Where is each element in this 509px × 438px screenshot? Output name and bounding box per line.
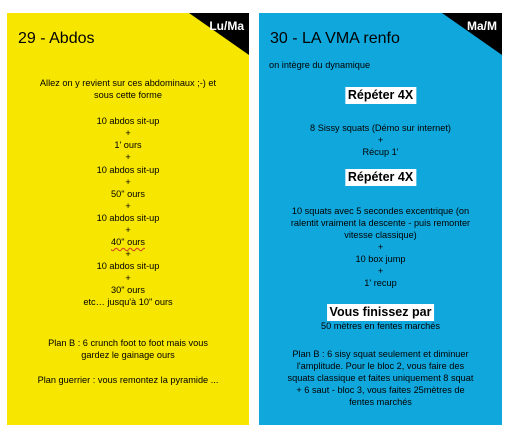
exercise-line: 40" ours	[111, 237, 145, 247]
intro-line: on intègre du dynamique	[269, 60, 371, 70]
planb-line: l'amplitude. Pour le bloc 2, vous faire des	[296, 361, 465, 371]
card-title: 29 - Abdos	[18, 30, 95, 47]
exercise-line: 10 abdos sit-up	[96, 213, 160, 223]
plus-line: +	[125, 201, 131, 211]
planb-line-2: gardez le gainage ours	[81, 350, 175, 360]
vma-card	[259, 13, 502, 425]
block1-line: 8 Sissy squats (Démo sur internet)	[310, 123, 451, 133]
guerrier-line: Plan guerrier : vous remontez la pyramide ...	[37, 375, 219, 385]
planb-line: Plan B : 6 sisy squat seulement et diminuer	[292, 349, 469, 359]
exercise-line: 50" ours	[111, 189, 145, 199]
plus-line: +	[125, 128, 131, 138]
plus-line: +	[125, 225, 131, 235]
intro-line-2: sous cette forme	[94, 90, 162, 100]
exercise-line: etc… jusqu'à 10" ours	[83, 297, 173, 307]
exercise-line: 1' ours	[114, 140, 142, 150]
exercise-line: 10 abdos sit-up	[96, 261, 160, 271]
plus-line: +	[125, 177, 131, 187]
exercise-line: 30" ours	[111, 285, 145, 295]
abdos-card	[7, 13, 249, 425]
finish-line: 50 mètres en fentes marchés	[321, 321, 440, 331]
plus-line: +	[125, 249, 131, 259]
badge-label: Ma/M	[467, 19, 497, 33]
intro-line-1: Allez on y revient sur ces abdominaux ;-) et	[39, 78, 217, 88]
planb-line: fentes marchés	[349, 397, 412, 407]
block2-line: 1' recup	[364, 278, 397, 288]
block2-line: ralentit vraiment la descente - puis remonter	[290, 218, 471, 228]
block1-line: Récup 1'	[362, 147, 399, 157]
block2-line: vitesse classique)	[344, 230, 417, 240]
plus-line: +	[377, 135, 384, 145]
badge-label: Lu/Ma	[209, 19, 244, 33]
exercise-line: 10 abdos sit-up	[96, 165, 160, 175]
plus-line: +	[125, 273, 131, 283]
plus-line: +	[377, 242, 384, 252]
repeat-heading: Répéter 4X	[345, 87, 416, 104]
planb-line: squats classique et faites uniquement 8 squat	[287, 373, 474, 383]
plus-line: +	[377, 266, 384, 276]
exercise-line: 10 abdos sit-up	[96, 116, 160, 126]
block2-line: 10 box jump	[355, 254, 406, 264]
card-title: 30 - LA VMA renfo	[270, 30, 400, 47]
finish-heading: Vous finissez par	[327, 304, 435, 321]
block2-line: 10 squats avec 5 secondes excentrique (on	[291, 206, 470, 216]
repeat-heading: Répéter 4X	[345, 169, 416, 186]
planb-line: + 6 saut - bloc 3, vous faites 25mètres de	[296, 385, 465, 395]
plus-line: +	[125, 152, 131, 162]
planb-line-1: Plan B : 6 crunch foot to foot mais vous	[48, 338, 208, 348]
